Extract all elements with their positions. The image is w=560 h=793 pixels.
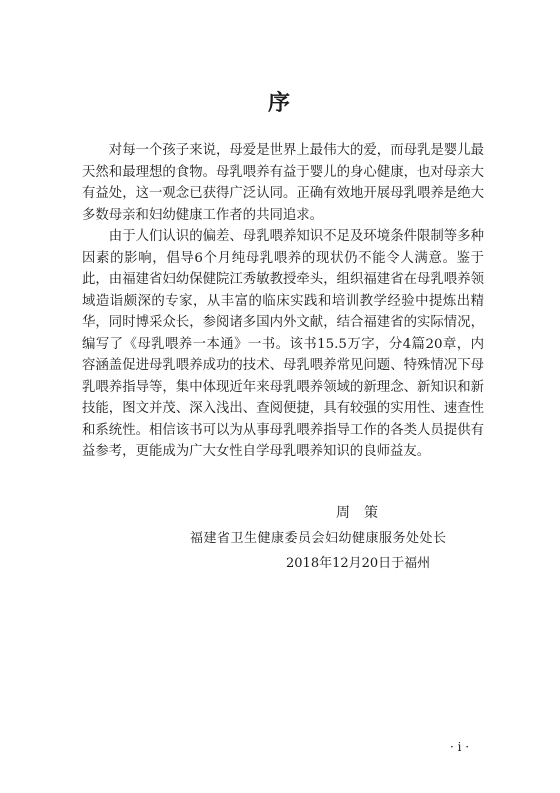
signature-date: 2018年12月20日于福州 — [286, 556, 431, 571]
paragraph-2: 由于人们认识的偏差、母乳喂养知识不足及环境条件限制等多种因素的影响，倡导6个月纯母乳喂养的现状仍不能令人满意。鉴于此，由福建省妇幼保健院江秀敏教授牵头，组织福建省在母乳喂养领域造诣颇深的专家，从丰富的临床实践和培训教学经验中提炼出精华，同时博采众长，参阅诸多国内外文献，结合福建省的实际情况，编写了《母乳喂养一本通》一书。该书15.5万字，分4篇20章，内容涵盖促进母乳喂养成功的技术、母乳喂养常见问题、特殊情况下母乳喂养指导等，集中体现近年来母乳喂养领域的新理念、新知识和新技能，图文并茂、深入浅出、查阅便捷，具有较强的实用性、速查性和系统性。相信该书可以为从事母乳喂养指导工作的各类人员提供有益参考，更能成为广大女性自学母乳喂养知识的良师益友。 — [82, 229, 484, 459]
page-number: · i · — [450, 740, 470, 754]
signature-name: 周策 — [336, 505, 392, 521]
page-title: 序 — [267, 91, 292, 116]
paragraph-1: 对每一个孩子来说，母爱是世界上最伟大的爱，而母乳是婴儿最天然和最理想的食物。母乳喂养有益于婴儿的身心健康，也对母亲大有益处，这一观念已获得广泛认同。正确有效地开展母乳喂养是绝大多数母亲和妇幼健康工作者的共同追求。 — [82, 143, 484, 223]
signature-organization: 福建省卫生健康委员会妇幼健康服务处处长 — [190, 531, 447, 546]
signature-block — [0, 502, 560, 582]
preface-body — [82, 140, 484, 463]
